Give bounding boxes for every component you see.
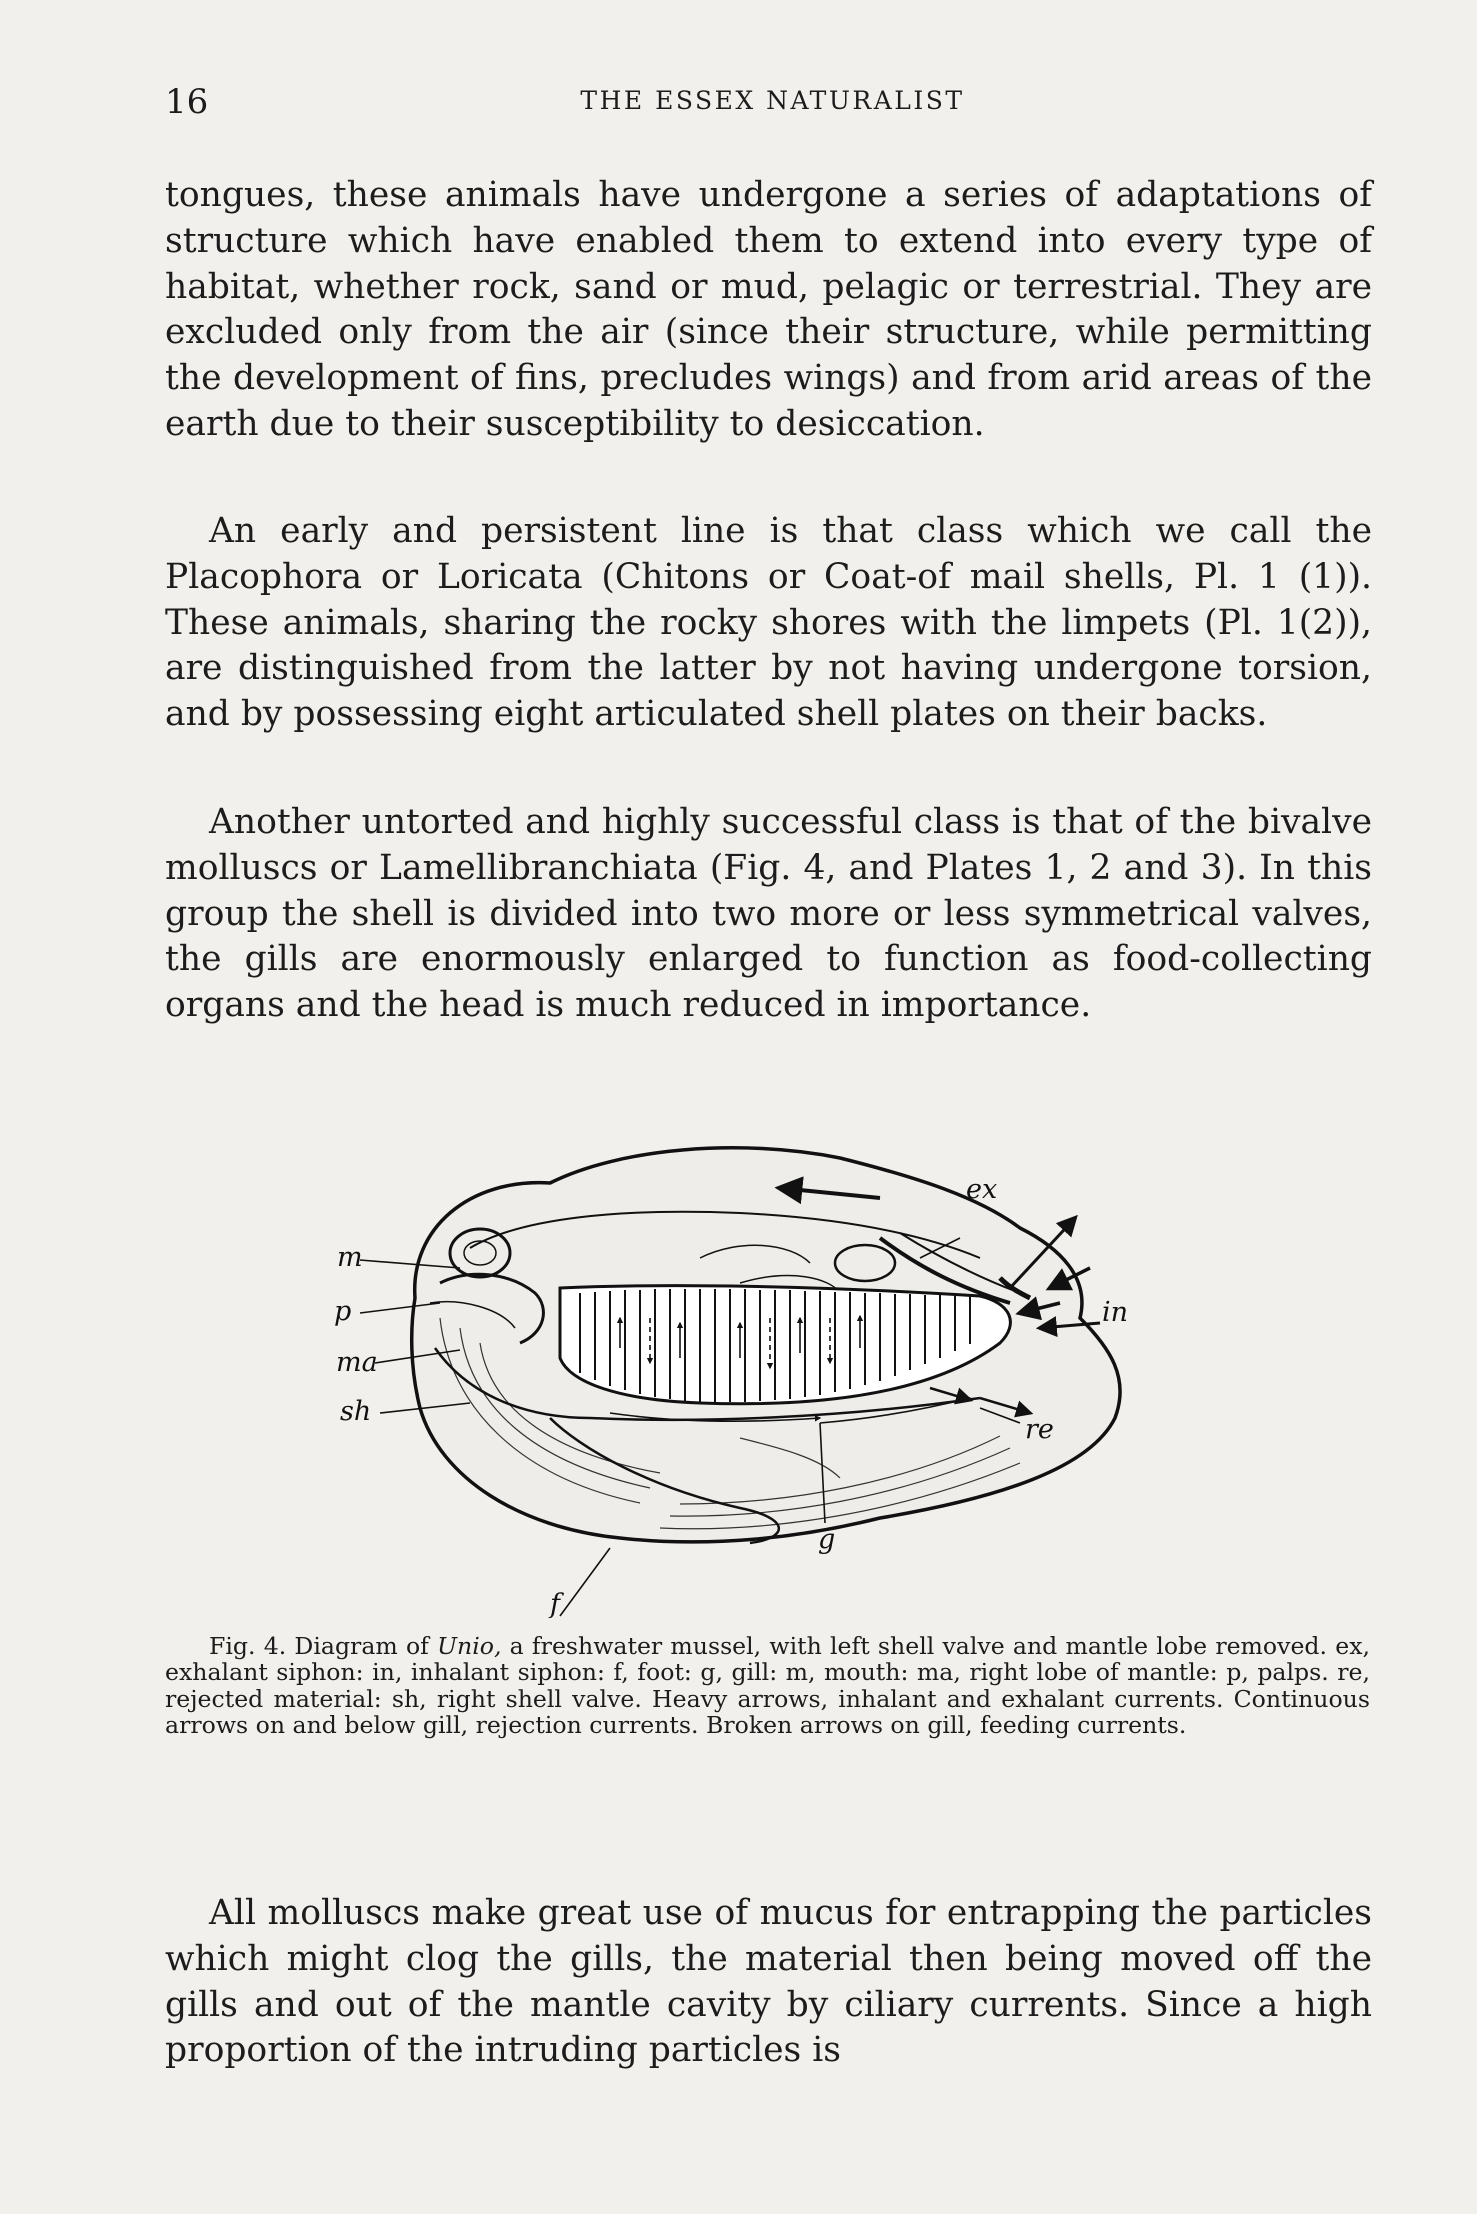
label-p: p	[334, 1296, 352, 1327]
running-head: THE ESSEX NATURALIST	[580, 86, 965, 115]
paragraph-4: All molluscs make great use of mucus for entrapping the particles which might clog the gills, the material then being moved off the gills and out of the mantle cavity by ciliary currents. Since a high proportion of the intruding particles is	[165, 1893, 1372, 2071]
caption-text: a freshwater mussel, with left shell valve and mantle lobe removed. ex, exhalant siphon: in, inhalant siphon: f, foot: g, gill: m, mouth: ma, right lobe of mantle: p, palps. re, rejected material: sh, right shell valve. Heavy arrows, inhalant and exhalant currents. Continuous arrows on and below gill, rejection currents. Broken arrows on gill, feeding currents.	[165, 1632, 1370, 1740]
figure-caption	[165, 1633, 1370, 1739]
figure-unio-diagram	[320, 1118, 1240, 1618]
page-header	[165, 82, 1380, 122]
label-m: m	[337, 1242, 363, 1273]
label-f: f	[550, 1589, 560, 1618]
caption-genus: Unio,	[437, 1632, 502, 1660]
label-re: re	[1025, 1414, 1054, 1445]
label-ex: ex	[966, 1174, 998, 1205]
label-in: in	[1102, 1297, 1129, 1328]
page-number: 16	[165, 82, 209, 122]
label-g: g	[818, 1524, 836, 1555]
paragraph-2: An early and persistent line is that class which we call the Placophora or Loricata (Chitons or Coat-of mail shells, Pl. 1 (1)). These animals, sharing the rocky shores with the limpets (Pl. 1(2)), are distinguished from the latter by not having undergone torsion, and by possessing eight articulated shell plates on their backs.	[165, 511, 1372, 735]
caption-prefix: Fig. 4. Diagram of	[209, 1632, 438, 1660]
paragraph-1: tongues, these animals have undergone a series of adaptations of structure which have enabled them to extend into every type of habitat, whether rock, sand or mud, pelagic or terrestrial. They are excluded only from the air (since their structure, while permitting the development of fins, precludes wings) and from arid areas of the earth due to their susceptibility to desiccation.	[165, 175, 1372, 444]
label-sh: sh	[340, 1396, 372, 1427]
unio-diagram	[320, 1118, 1240, 1618]
label-ma: ma	[336, 1347, 378, 1378]
paragraph-3: Another untorted and highly successful class is that of the bivalve molluscs or Lamellibranchiata (Fig. 4, and Plates 1, 2 and 3). In this group the shell is divided into two more or less symmetrical valves, the gills are enormously enlarged to function as food-collecting organs and the head is much reduced in importance.	[165, 802, 1372, 1026]
